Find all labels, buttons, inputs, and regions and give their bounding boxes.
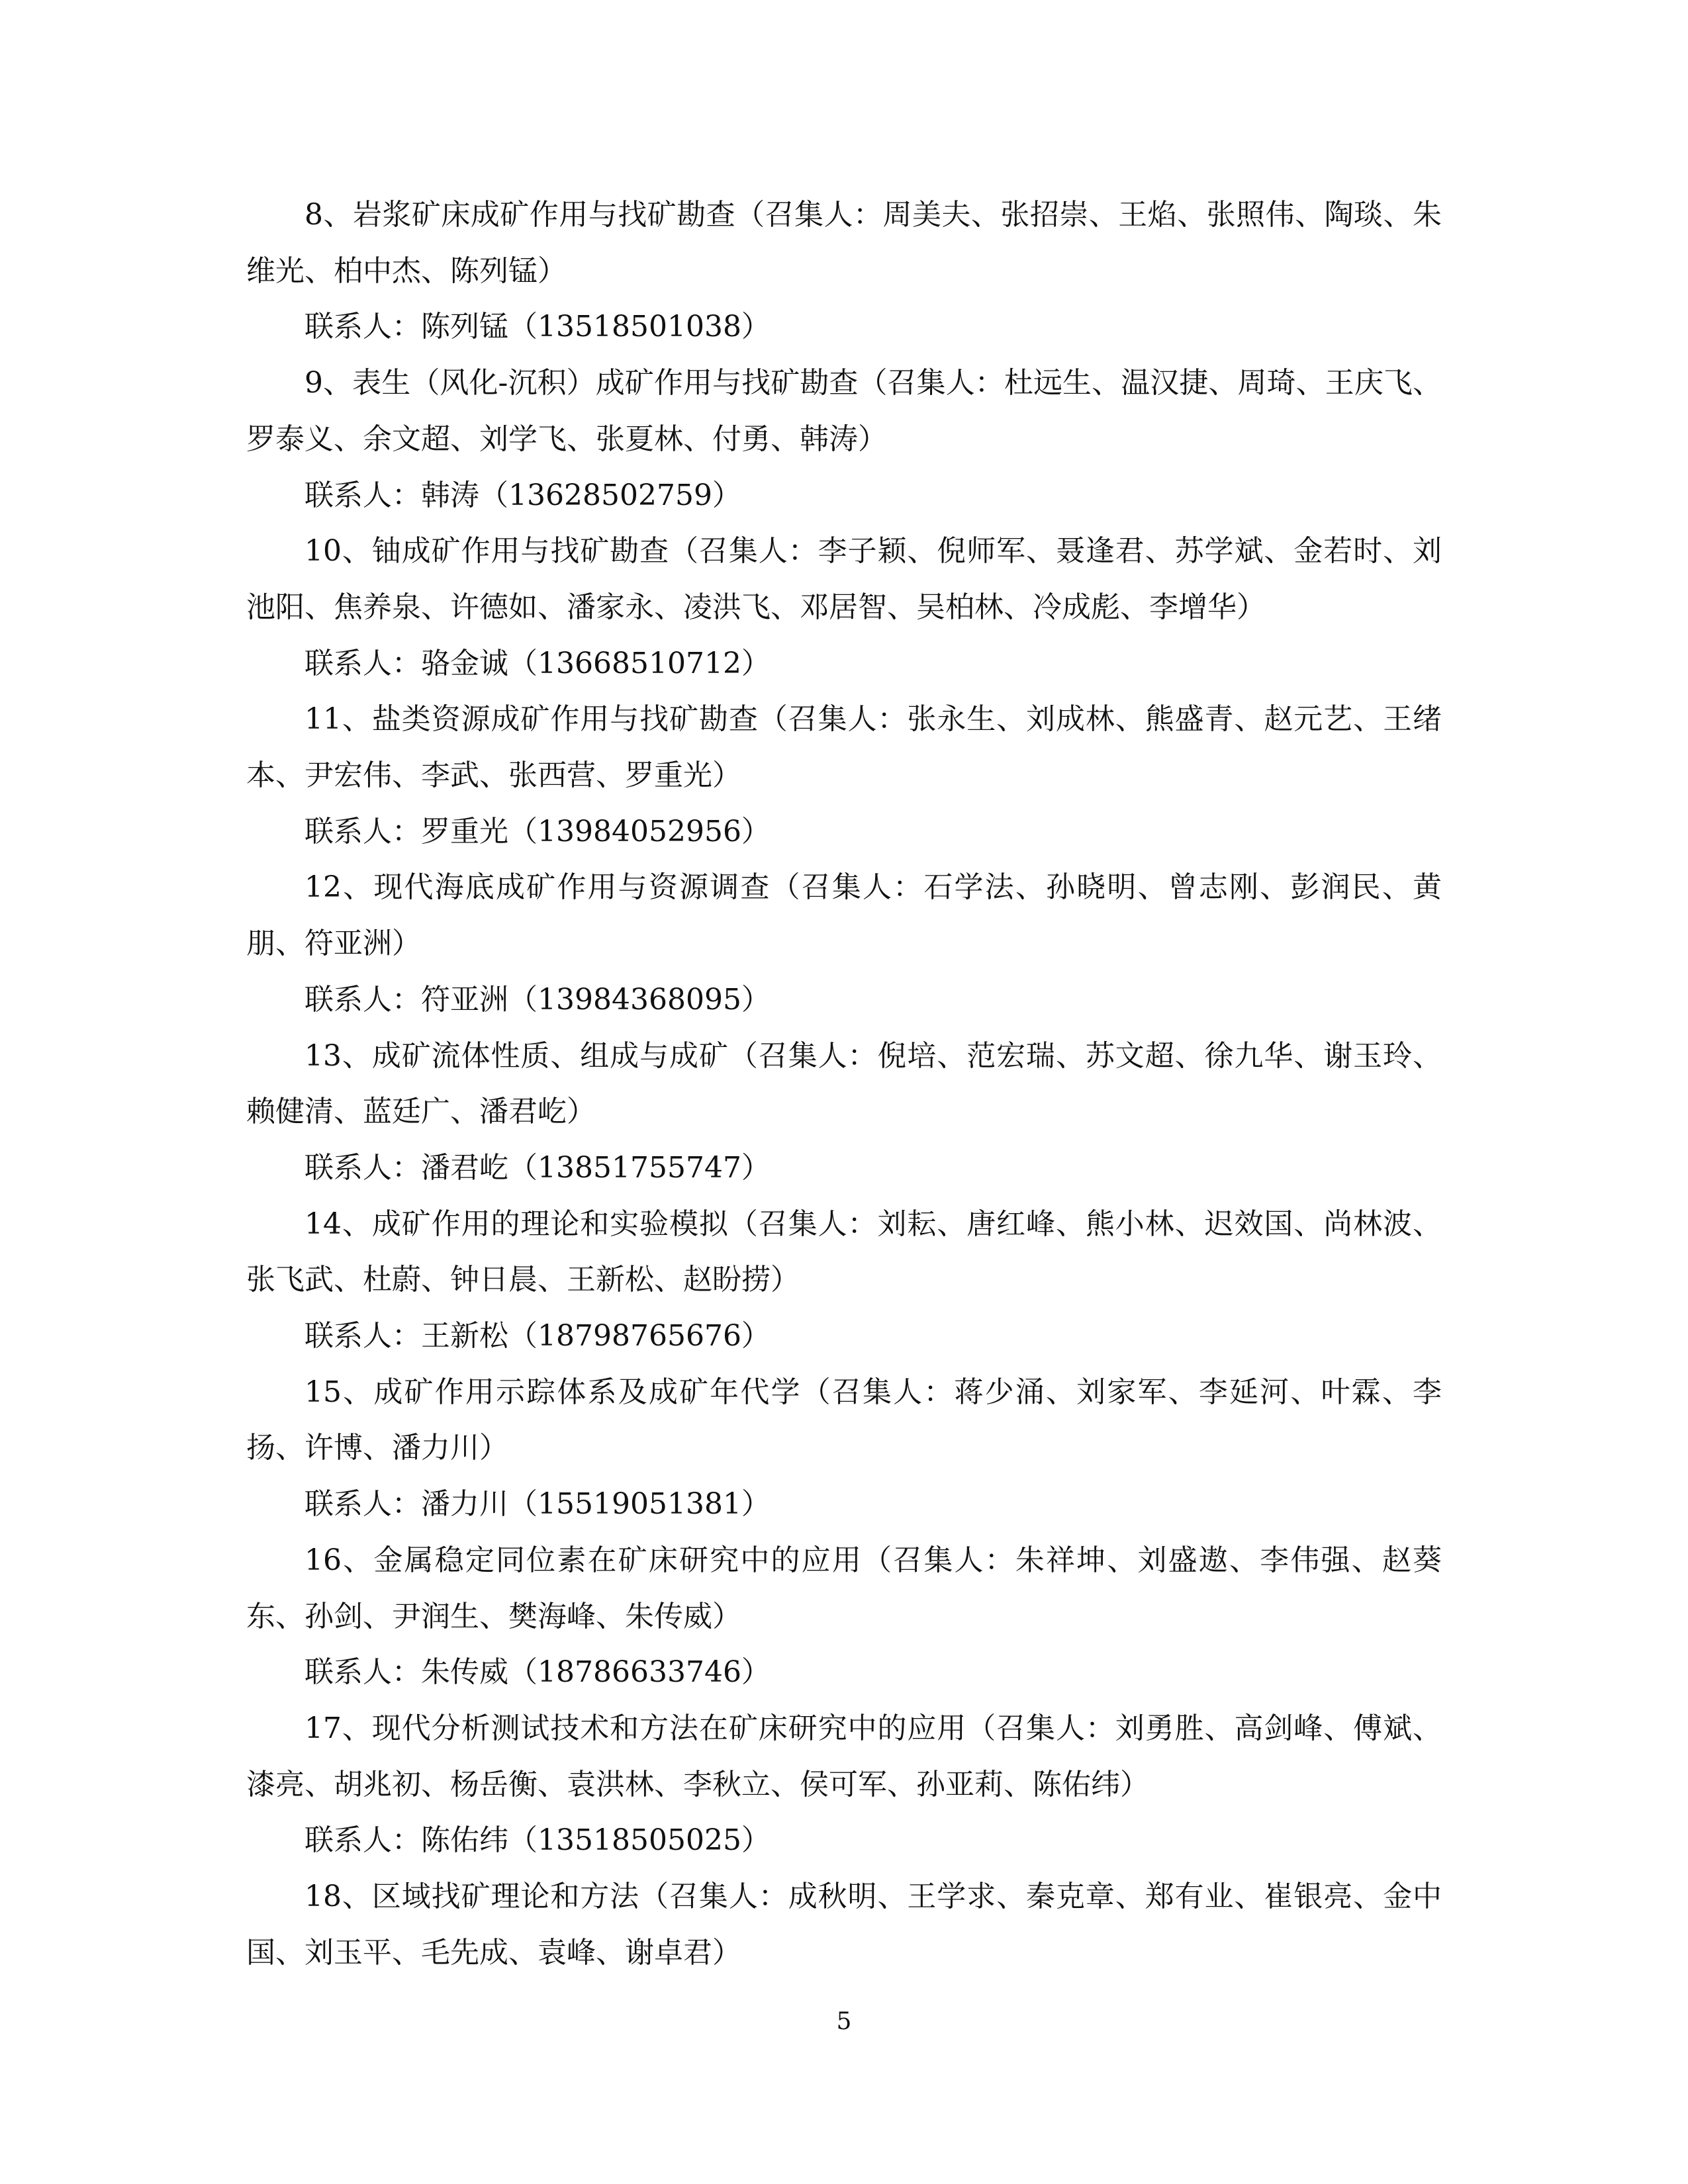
section-15-contact: 联系人：潘力川（15519051381）: [305, 1487, 771, 1522]
page-content: [246, 187, 1442, 1981]
section-9-title: 9、表生（风化-沉积）成矿作用与找矿勘查（召集人：杜远生、温汉捷、周琦、王庆飞、罗泰义、余文超、刘学飞、张夏林、付勇、韩涛）: [246, 366, 1442, 456]
section-17-contact: 联系人：陈佑纬（13518505025）: [305, 1823, 771, 1858]
section-18-title: 18、区域找矿理论和方法（召集人：成秋明、王学求、秦克章、郑有业、崔银亮、金中国、刘玉平、毛先成、袁峰、谢卓君）: [246, 1880, 1442, 1970]
section-10-title: 10、铀成矿作用与找矿勘查（召集人：李子颖、倪师军、聂逢君、苏学斌、金若时、刘池阳、焦养泉、许德如、潘家永、凌洪飞、邓居智、吴柏林、冷成彪、李增华）: [246, 534, 1442, 624]
section-12-title: 12、现代海底成矿作用与资源调查（召集人：石学法、孙晓明、曾志刚、彭润民、黄朋、符亚洲）: [246, 870, 1442, 961]
section-8-title: 8、岩浆矿床成矿作用与找矿勘查（召集人：周美夫、张招崇、王焰、张照伟、陶琰、朱维光、柏中杰、陈列锰）: [246, 198, 1442, 288]
section-10-contact: 联系人：骆金诚（13668510712）: [305, 646, 771, 680]
section-13-title: 13、成矿流体性质、组成与成矿（召集人：倪培、范宏瑞、苏文超、徐九华、谢玉玲、赖健清、蓝廷广、潘君屹）: [246, 1038, 1442, 1129]
section-14-contact: 联系人：王新松（18798765676）: [305, 1319, 771, 1353]
section-13-contact: 联系人：潘君屹（13851755747）: [305, 1150, 771, 1185]
section-16-contact: 联系人：朱传威（18786633746）: [305, 1655, 771, 1690]
section-14-title: 14、成矿作用的理论和实验模拟（召集人：刘耘、唐红峰、熊小林、迟效国、尚林波、张飞武、杜蔚、钟日晨、王新松、赵盼捞）: [246, 1206, 1442, 1297]
section-11-contact: 联系人：罗重光（13984052956）: [305, 814, 771, 848]
section-16-title: 16、金属稳定同位素在矿床研究中的应用（召集人：朱祥坤、刘盛遨、李伟强、赵葵东、孙剑、尹润生、樊海峰、朱传威）: [246, 1543, 1442, 1633]
section-15-title: 15、成矿作用示踪体系及成矿年代学（召集人：蒋少涌、刘家军、李延河、叶霖、李扬、许博、潘力川）: [246, 1375, 1442, 1465]
section-17-title: 17、现代分析测试技术和方法在矿床研究中的应用（召集人：刘勇胜、高剑峰、傅斌、漆亮、胡兆初、杨岳衡、袁洪林、李秋立、侯可军、孙亚莉、陈佑纬）: [246, 1711, 1442, 1801]
section-11-title: 11、盐类资源成矿作用与找矿勘查（召集人：张永生、刘成林、熊盛青、赵元艺、王绪本、尹宏伟、李武、张西营、罗重光）: [246, 702, 1442, 793]
section-12-contact: 联系人：符亚洲（13984368095）: [305, 982, 771, 1017]
section-9-contact: 联系人：韩涛（13628502759）: [305, 478, 741, 512]
page-number: 5: [836, 2008, 852, 2035]
section-8-contact: 联系人：陈列锰（13518501038）: [305, 310, 771, 344]
